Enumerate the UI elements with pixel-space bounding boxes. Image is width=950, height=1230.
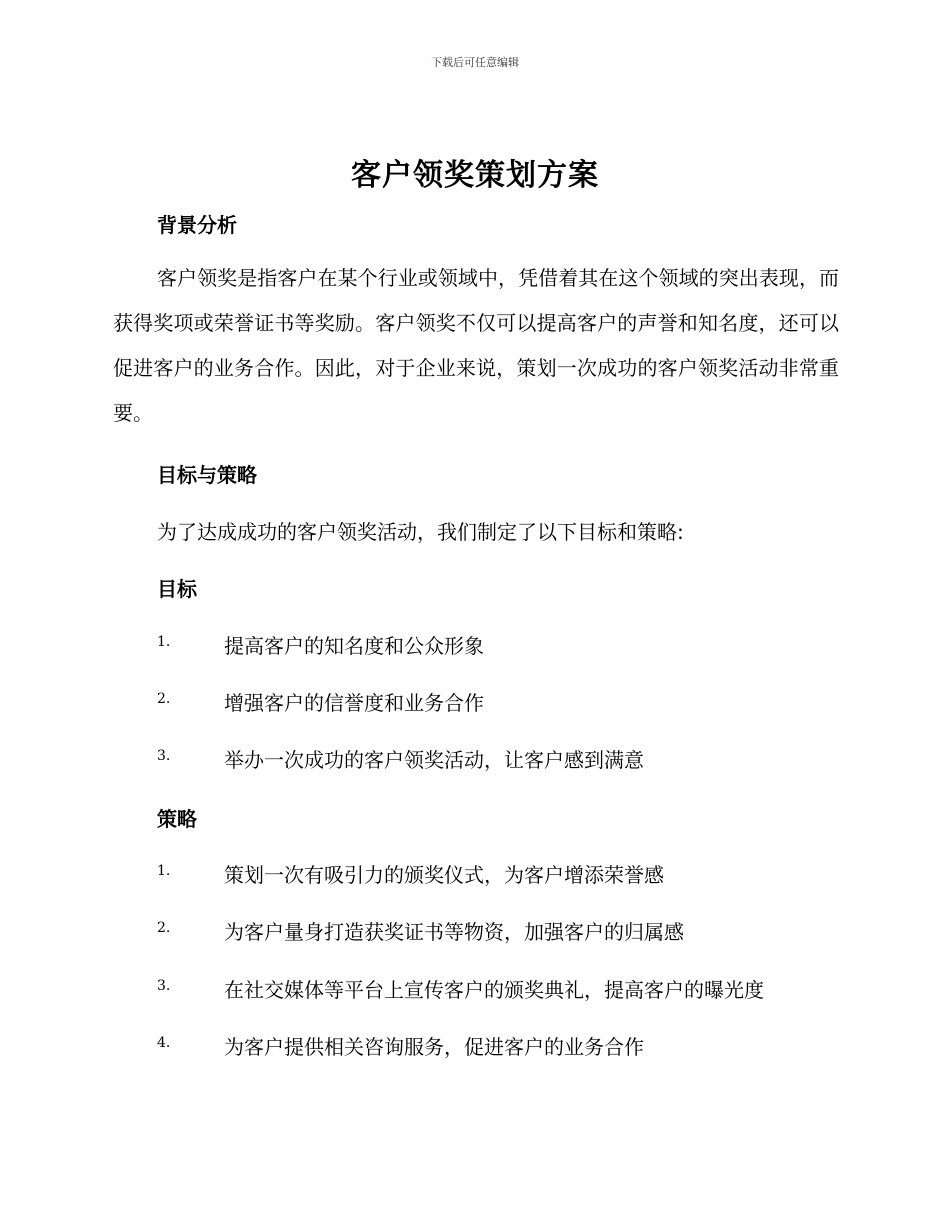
subheading-goals: 目标 (157, 577, 197, 601)
section-heading-goals-strategy: 目标与策略 (157, 463, 257, 487)
list-item-number: 2. (157, 920, 171, 936)
subheading-strategies: 策略 (157, 807, 197, 831)
list-item-number: 2. (157, 691, 171, 707)
list-item-number: 3. (157, 978, 171, 994)
list-item-number: 3. (157, 748, 171, 764)
background-paragraph: 客户领奖是指客户在某个行业或领域中，凭借着其在这个领域的突出表现，而获得奖项或荣誉证书等奖励。客户领奖不仅可以提高客户的声誉和知名度，还可以促进客户的业务合作。因此，对于企业来说，策划一次成功的客户领奖活动非常重要。 (113, 266, 839, 425)
section-heading-background: 背景分析 (157, 213, 237, 237)
list-item-number: 1. (157, 634, 171, 650)
strategy-intro-text: 为了达成成功的客户领奖活动，我们制定了以下目标和策略: (157, 520, 684, 544)
list-item-text: 增强客户的信誉度和业务合作 (224, 691, 484, 715)
list-item-text: 为客户量身打造获奖证书等物资，加强客户的归属感 (224, 920, 684, 944)
page-header-note: 下载后可任意编辑 (431, 56, 519, 69)
list-item-text: 策划一次有吸引力的颁奖仪式，为客户增添荣誉感 (224, 863, 664, 887)
list-item-text: 提高客户的知名度和公众形象 (224, 634, 484, 658)
list-item-text: 在社交媒体等平台上宣传客户的颁奖典礼，提高客户的曝光度 (224, 978, 764, 1002)
list-item-text: 为客户提供相关咨询服务，促进客户的业务合作 (224, 1035, 644, 1059)
list-item-number: 4. (157, 1035, 171, 1051)
document-title: 客户领奖策划方案 (351, 158, 599, 193)
list-item-text: 举办一次成功的客户领奖活动，让客户感到满意 (224, 748, 644, 772)
list-item-number: 1. (157, 863, 171, 879)
